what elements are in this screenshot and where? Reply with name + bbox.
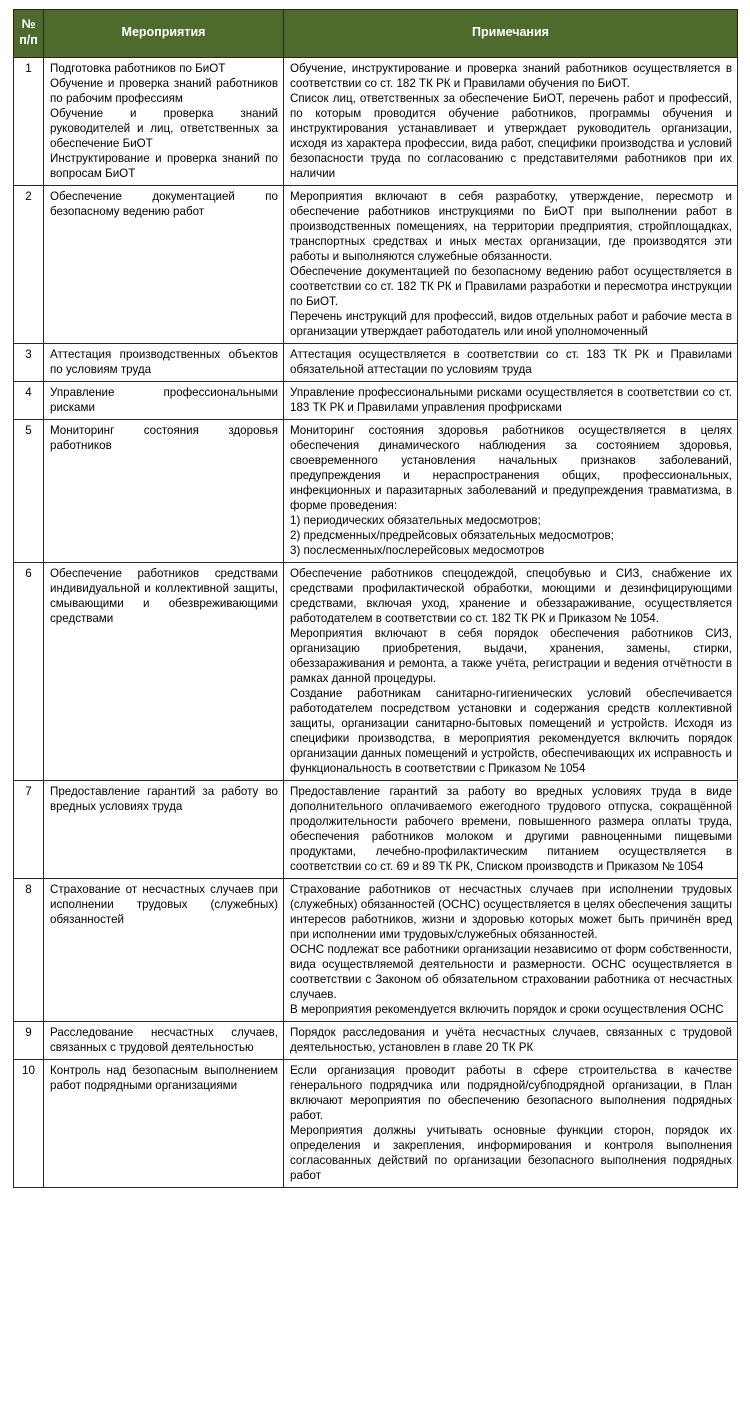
row-number: 1 xyxy=(14,58,44,186)
row-measure-paragraph: Контроль над безопасным выполнением работ подрядными организациями xyxy=(50,1064,278,1092)
table-header xyxy=(14,10,738,58)
row-note-paragraph: Список лиц, ответственных за обеспечение БиОТ, перечень работ и профессий, по которым проводится обучение работников, программы обучения и инструктирования устанавливает и утверждает руководитель организации, исходя из характера профессии, вида работ, специфики производства и условий безопасности труда по согласованию с представителями работников при их наличии xyxy=(290,92,732,180)
row-measure-paragraph: Предоставление гарантий за работу во вредных условиях труда xyxy=(50,785,278,813)
table-body xyxy=(14,58,738,1188)
row-note-paragraph: ОСНС подлежат все работники организации независимо от форм собственности, вида осуществляемой деятельности и размерности. ОСНС осуществляется в соответствии с Законом об обязательном страховании работника от несчастных случаев. xyxy=(290,943,732,1001)
row-measure xyxy=(44,879,284,1022)
row-number: 8 xyxy=(14,879,44,1022)
row-note xyxy=(284,58,738,186)
row-note-paragraph: Мероприятия включают в себя разработку, утверждение, пересмотр и обеспечение работников инструкциями по БиОТ при выполнении работ в производственных помещениях, на территории предприятия, стройплощадках, транспортных средствах и иных местах организации, где производятся эти работы и выполняются служебные обязанности. xyxy=(290,190,732,263)
row-measure-paragraph: Обеспечение работников средствами индивидуальной и коллективной защиты, смывающими и обезвреживающими средствами xyxy=(50,567,278,625)
row-measure-paragraph: Обучение и проверка знаний руководителей и лиц, ответственных за обеспечение БиОТ xyxy=(50,107,278,150)
row-number: 7 xyxy=(14,781,44,879)
table-row xyxy=(14,344,738,382)
row-note-paragraph: Обеспечение работников спецодеждой, спецобувью и СИЗ, снабжение их средствами профилактической обработки, моющими и дезинфицирующими средствами, включая уход, хранение и обеззараживание, осуществляется работодателем в соответствии со ст. 182 ТК РК и Приказом № 1054. xyxy=(290,567,732,625)
row-measure xyxy=(44,382,284,420)
column-header-notes: Примечания xyxy=(284,10,738,58)
row-note xyxy=(284,382,738,420)
column-header-measures: Мероприятия xyxy=(44,10,284,58)
row-note xyxy=(284,420,738,563)
row-measure-paragraph: Расследование несчастных случаев, связанных с трудовой деятельностью xyxy=(50,1026,278,1054)
row-note-paragraph: В мероприятия рекомендуется включить порядок и сроки осуществления ОСНС xyxy=(290,1003,724,1016)
column-header-number xyxy=(14,10,44,58)
row-measure-paragraph: Мониторинг состояния здоровья работников xyxy=(50,424,278,452)
row-measure xyxy=(44,344,284,382)
table-row xyxy=(14,563,738,781)
column-header-number-line1: № xyxy=(21,17,36,32)
row-note-paragraph: Обучение, инструктирование и проверка знаний работников осуществляется в соответствии со ст. 182 ТК РК и Правилами обучения по БиОТ. xyxy=(290,62,732,90)
row-note xyxy=(284,1060,738,1188)
table-row xyxy=(14,1060,738,1188)
row-number: 2 xyxy=(14,186,44,344)
row-note-paragraph: 3) послесменных/послерейсовых медосмотров xyxy=(290,544,545,557)
row-measure xyxy=(44,420,284,563)
row-measure-paragraph: Обеспечение документацией по безопасному ведению работ xyxy=(50,190,278,218)
table-row xyxy=(14,781,738,879)
table-row xyxy=(14,1022,738,1060)
row-note-paragraph: Создание работникам санитарно-гигиенических условий обеспечивается работодателем посредством установки и содержания средств коллективной защиты, организации санитарно-бытовых помещений и устройств. Исходя из специфики производства, в мероприятия рекомендуется включить порядок организации данных помещений и устройств, обеспечивающих их исправность и функциональность в соответствии с Приказом № 1054 xyxy=(290,687,732,775)
row-note-paragraph: Предоставление гарантий за работу во вредных условиях труда в виде дополнительного оплачиваемого ежегодного трудового отпуска, сокращённой продолжительности рабочего времени, повышенного размера оплаты труда, обеспечения работников молоком и другими равноценными пищевыми продуктами, лечебно-профилактическим питанием осуществляется в соответствии со ст. 69 и 89 ТК РК, Списком производств и Приказом № 1054 xyxy=(290,785,732,873)
row-note-paragraph: Аттестация осуществляется в соответствии со ст. 183 ТК РК и Правилами обязательной аттестации по условиям труда xyxy=(290,348,732,376)
row-note xyxy=(284,1022,738,1060)
row-note-paragraph: Обеспечение документацией по безопасному ведению работ осуществляется в соответствии со ст. 182 ТК РК и Правилами разработки и пересмотра инструкции по БиОТ. xyxy=(290,265,732,308)
row-note-paragraph: Мероприятия должны учитывать основные функции сторон, порядок их определения и закрепления, информирования и контроля выполнения согласованных действий по организации безопасного выполнения подрядных работ xyxy=(290,1124,732,1182)
table-row xyxy=(14,186,738,344)
row-note-paragraph: 2) предсменных/предрейсовых обязательных медосмотров; xyxy=(290,529,614,542)
column-header-number-line2: п/п xyxy=(19,33,38,47)
row-measure-paragraph: Страхование от несчастных случаев при исполнении трудовых (служебных) обязанностей xyxy=(50,883,278,926)
row-number: 3 xyxy=(14,344,44,382)
row-measure-paragraph: Инструктирование и проверка знаний по вопросам БиОТ xyxy=(50,152,278,180)
row-measure-paragraph: Аттестация производственных объектов по условиям труда xyxy=(50,348,278,376)
row-note-paragraph: Управление профессиональными рисками осуществляется в соответствии со ст. 183 ТК РК и Правилами управления профрисками xyxy=(290,386,732,414)
table-row xyxy=(14,420,738,563)
table-row xyxy=(14,58,738,186)
row-measure-paragraph: Подготовка работников по БиОТ xyxy=(50,62,226,75)
row-note xyxy=(284,879,738,1022)
row-measure xyxy=(44,563,284,781)
row-note-paragraph: Мероприятия включают в себя порядок обеспечения работников СИЗ, организацию приобретения, выдачи, хранения, замены, стирки, обеззараживания и ремонта, а также учёта, регистрации и ведения отчётности в рамках данной процедуры. xyxy=(290,627,732,685)
row-note xyxy=(284,563,738,781)
row-number: 10 xyxy=(14,1060,44,1188)
row-note xyxy=(284,781,738,879)
row-note-paragraph: Перечень инструкций для профессий, видов отдельных работ и рабочие места в организации утверждает работодатель или иной уполномоченный xyxy=(290,310,732,338)
row-measure-paragraph: Управление профессиональными рисками xyxy=(50,386,278,414)
table-header-row xyxy=(14,10,738,58)
row-measure xyxy=(44,58,284,186)
row-measure-paragraph: Обучение и проверка знаний работников по рабочим профессиям xyxy=(50,77,278,105)
row-note xyxy=(284,186,738,344)
table-row xyxy=(14,382,738,420)
row-note-paragraph: Если организация проводит работы в сфере строительства в качестве генерального подрядчика или подрядной/субподрядной организации, в План включают мероприятия по обеспечению безопасного выполнения подрядных работ. xyxy=(290,1064,732,1122)
row-note xyxy=(284,344,738,382)
safety-measures-table xyxy=(13,9,738,1188)
row-note-paragraph: Порядок расследования и учёта несчастных случаев, связанных с трудовой деятельностью, установлен в главе 20 ТК РК xyxy=(290,1026,732,1054)
row-measure xyxy=(44,1060,284,1188)
row-measure xyxy=(44,186,284,344)
table-row xyxy=(14,879,738,1022)
row-number: 4 xyxy=(14,382,44,420)
row-number: 9 xyxy=(14,1022,44,1060)
row-note-paragraph: Страхование работников от несчастных случаев при исполнении трудовых (служебных) обязанностей (ОСНС) осуществляется в целях обеспечения защиты интересов работников, жизни и здоровью которых может быть причинён вред при исполнении ими трудовых/служебных обязанностей. xyxy=(290,883,732,941)
row-note-paragraph: 1) периодических обязательных медосмотров; xyxy=(290,514,541,527)
row-number: 6 xyxy=(14,563,44,781)
row-measure xyxy=(44,781,284,879)
row-note-paragraph: Мониторинг состояния здоровья работников осуществляется в целях обеспечения динамического наблюдения за состоянием здоровья, своевременного установления начальных признаков заболеваний, предупреждения и нераспространения общих, профессиональных, инфекционных и паразитарных заболеваний и предупреждения травматизма, в форме проведения: xyxy=(290,424,732,512)
row-measure xyxy=(44,1022,284,1060)
row-number: 5 xyxy=(14,420,44,563)
